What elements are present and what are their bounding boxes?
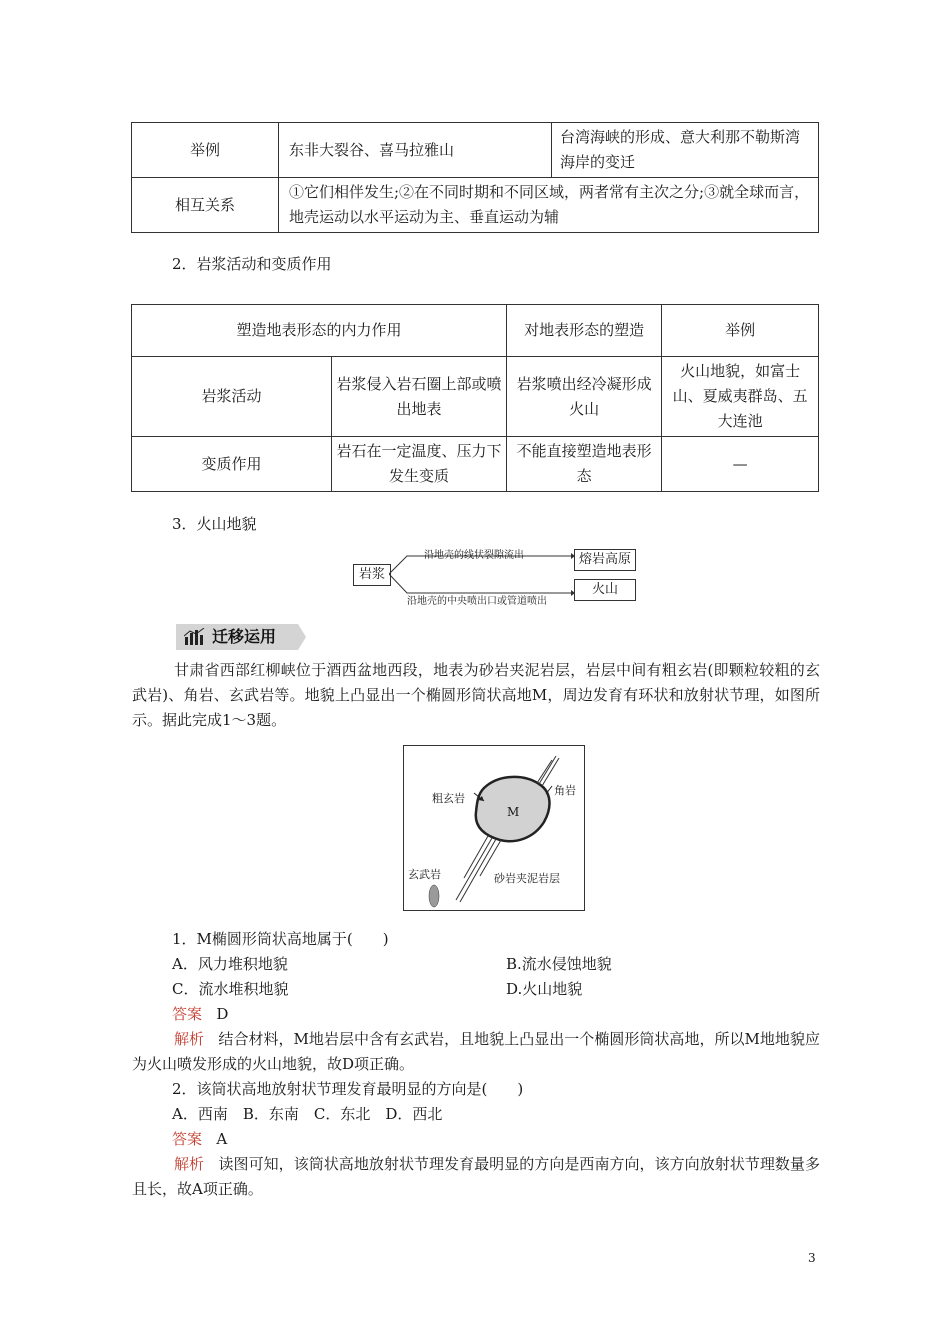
q1-answer (172, 1002, 228, 1026)
q1-option-a: A．风力堆积地貌 (172, 955, 288, 973)
header-shape: 对地表形态的塑造 (506, 305, 661, 357)
page-number: 3 (808, 1251, 816, 1265)
cell-example-vertical: 东非大裂谷、喜马拉雅山 (279, 123, 552, 178)
intro-paragraph: 甘肃省西部红柳峡位于酒西盆地西段，地表为砂岩夹泥岩层，岩层中间有粗玄岩(即颗粒较粗的玄武岩)、角岩、玄武岩等。地貌上凸显出一个椭圆形筒状高地M，周边发育有环状和放射状节理，如图所示。据此完成1～3题。 (132, 661, 820, 729)
q1-option-c: C．流水堆积地貌 (172, 980, 289, 998)
chart-bars-icon (184, 628, 206, 646)
table-crust-movement (131, 122, 819, 233)
header-example: 举例 (662, 305, 819, 357)
flow-bottom-path-label: 沿地壳的中央喷出口或管道喷出 (407, 596, 547, 607)
cell-magma-desc: 岩浆侵入岩石圈上部或喷出地表 (332, 357, 507, 437)
q2-analysis-label: 解析 (174, 1155, 205, 1173)
q1-stem: 1．M椭圆形筒状高地属于( ) (172, 930, 389, 948)
cell-magma-example: 火山地貌，如富士山、夏威夷群岛、五大连池 (662, 357, 819, 437)
fig-label-hornfels: 角岩 (554, 784, 576, 797)
q2-analysis (132, 1152, 820, 1202)
fig-label-m: M (507, 805, 520, 819)
cell-meta-desc: 岩石在一定温度、压力下发生变质 (332, 437, 507, 492)
q2-options: A．西南 B．东南 C．东北 D．西北 (172, 1105, 443, 1123)
flow-bottom-result-box: 火山 (574, 579, 636, 601)
q1-analysis-text: 结合材料，M地岩层中含有玄武岩，且地貌上凸显出一个椭圆形筒状高地，所以M地地貌应为火山喷发形成的火山地貌，故D项正确。 (132, 1030, 820, 1073)
q1-analysis (132, 1027, 820, 1077)
row-label-example: 举例 (132, 123, 279, 178)
q1-answer-label: 答案 (172, 1005, 203, 1023)
row-label-magma: 岩浆活动 (132, 357, 332, 437)
header-force: 塑造地表形态的内力作用 (132, 305, 507, 357)
q1-answer-value: D (216, 1005, 229, 1023)
q1-option-b: B.流水侵蚀地貌 (506, 955, 612, 973)
cell-magma-shape: 岩浆喷出经冷凝形成火山 (506, 357, 661, 437)
flow-source-box: 岩浆 (353, 564, 391, 586)
section-banner (172, 622, 308, 652)
section-title-volcano: 3．火山地貌 (172, 515, 257, 533)
fig-label-sandstone: 砂岩夹泥岩层 (494, 872, 560, 885)
table-magma-metamorphism (131, 304, 819, 492)
cell-example-horizontal: 台湾海峡的形成、意大利那不勒斯湾海岸的变迁 (552, 123, 819, 178)
banner-title: 迁移运用 (212, 627, 277, 646)
flow-top-path-label: 沿地壳的线状裂隙流出 (424, 550, 524, 561)
geology-figure (403, 745, 585, 911)
cell-meta-example: — (662, 437, 819, 492)
q2-analysis-text: 读图可知，该筒状高地放射状节理发育最明显的方向是西南方向，该方向放射状节理数量多且长，故A项正确。 (132, 1155, 820, 1198)
section-title-magma: 2．岩浆活动和变质作用 (172, 255, 332, 273)
q2-answer-label: 答案 (172, 1130, 203, 1148)
q2-answer-value: A (216, 1130, 228, 1148)
q2-stem: 2．该筒状高地放射状节理发育最明显的方向是( ) (172, 1080, 524, 1098)
cell-meta-shape: 不能直接塑造地表形态 (506, 437, 661, 492)
row-label-metamorphism: 变质作用 (132, 437, 332, 492)
fig-label-coarse-basalt: 粗玄岩 (432, 792, 465, 805)
row-label-relation: 相互关系 (132, 178, 279, 233)
cell-relation-text: ①它们相伴发生;②在不同时期和不同区域，两者常有主次之分;③就全球而言，地壳运动以水平运动为主、垂直运动为辅 (279, 178, 819, 233)
q2-answer (172, 1127, 227, 1151)
flow-top-result-box: 熔岩高原 (574, 549, 636, 571)
q1-analysis-label: 解析 (174, 1030, 205, 1048)
q1-option-d: D.火山地貌 (506, 980, 583, 998)
fig-label-basalt: 玄武岩 (408, 868, 441, 881)
